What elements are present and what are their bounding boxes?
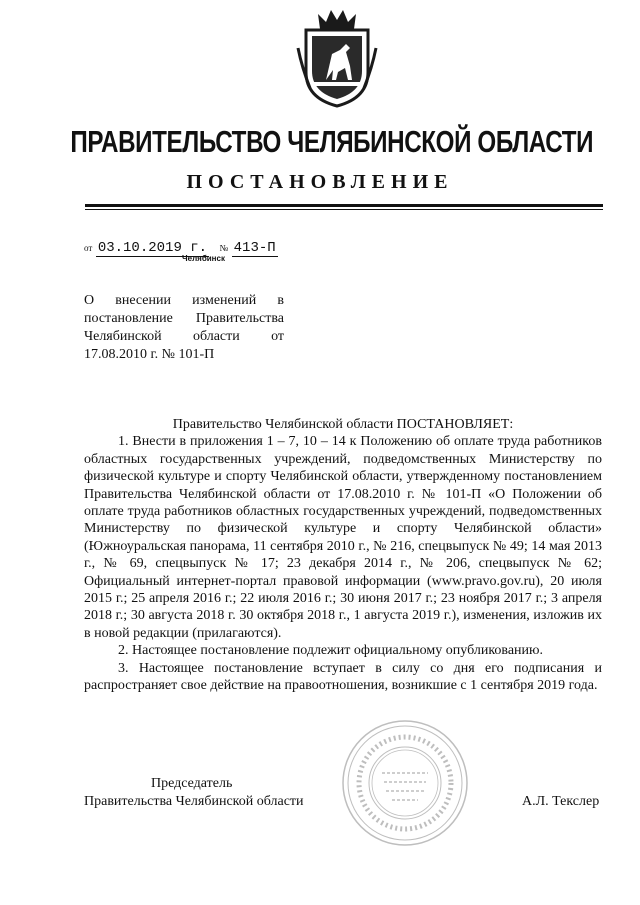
paragraph-3: 3. Настоящее постановление вступает в силу со дня его подписания и распространяет свое действие на правоотношения, возникшие с 1 сентября 2019 года.: [84, 660, 602, 694]
coat-of-arms-icon: [296, 8, 378, 108]
document-body: [84, 416, 602, 695]
document-meta: [84, 240, 278, 256]
paragraph-2: 2. Настоящее постановление подлежит официальному опубликованию.: [118, 643, 543, 659]
document-number: 413-П: [233, 240, 276, 256]
signatory-name: А.Л. Текслер: [522, 794, 600, 809]
official-seal-icon: [340, 718, 470, 848]
city-label: Челябинск: [182, 254, 225, 263]
preamble: Правительство Челябинской области ПОСТАНОВЛЯЕТ:: [172, 417, 514, 432]
header-rule-thin: [85, 209, 603, 210]
document-type: ПОСТАНОВЛЕНИЕ: [186, 171, 454, 193]
document-subject: О внесении изменений в постановление Правительства Челябинской области от 17.08.2010 г. № 101-П: [84, 293, 284, 362]
header-rule: [85, 204, 603, 207]
government-title: ПРАВИТЕЛЬСТВО ЧЕЛЯБИНСКОЙ ОБЛАСТИ: [70, 124, 594, 159]
number-prefix: №: [219, 243, 229, 253]
date-prefix: от: [84, 243, 93, 253]
document-date: 03.10.2019 г.: [97, 240, 208, 256]
signatory-title: Председатель: [151, 776, 233, 791]
signatory-org: Правительства Челябинской области: [84, 794, 304, 809]
paragraph-1: 1. Внести в приложения 1 – 7, 10 – 14 к Положению об оплате труда работников областных государственных учреждений, подведомственных Министерству по физической культуре и спорту Челябинской области, утвержденному постановлением Правительства Челябинской области от 17.08.2010 г. № 101-П «О Положении об оплате труда работников областных государственных учреждений, подведомственных Министерству по физической культуре и спорту Челябинской области» (Южноуральская панорама, 11 сентября 2010 г., № 216, спецвыпуск № 49; 14 мая 2013 г., № 69, спецвыпуск № 17; 23 декабря 2014 г., № 206, спецвыпуск № 62; Официальный интернет-портал правовой информации (www.pravo.gov.ru), 20 июля 2015 г.; 25 апреля 2016 г.; 22 июля 2016 г.; 30 июня 2017 г.; 23 ноября 2017 г.; 3 апреля 2018 г.; 30 августа 2018 г. 30 октября 2018 г., 1 августа 2019 г.), изменения, изложив их в новой редакции (прилагаются).: [84, 434, 602, 641]
